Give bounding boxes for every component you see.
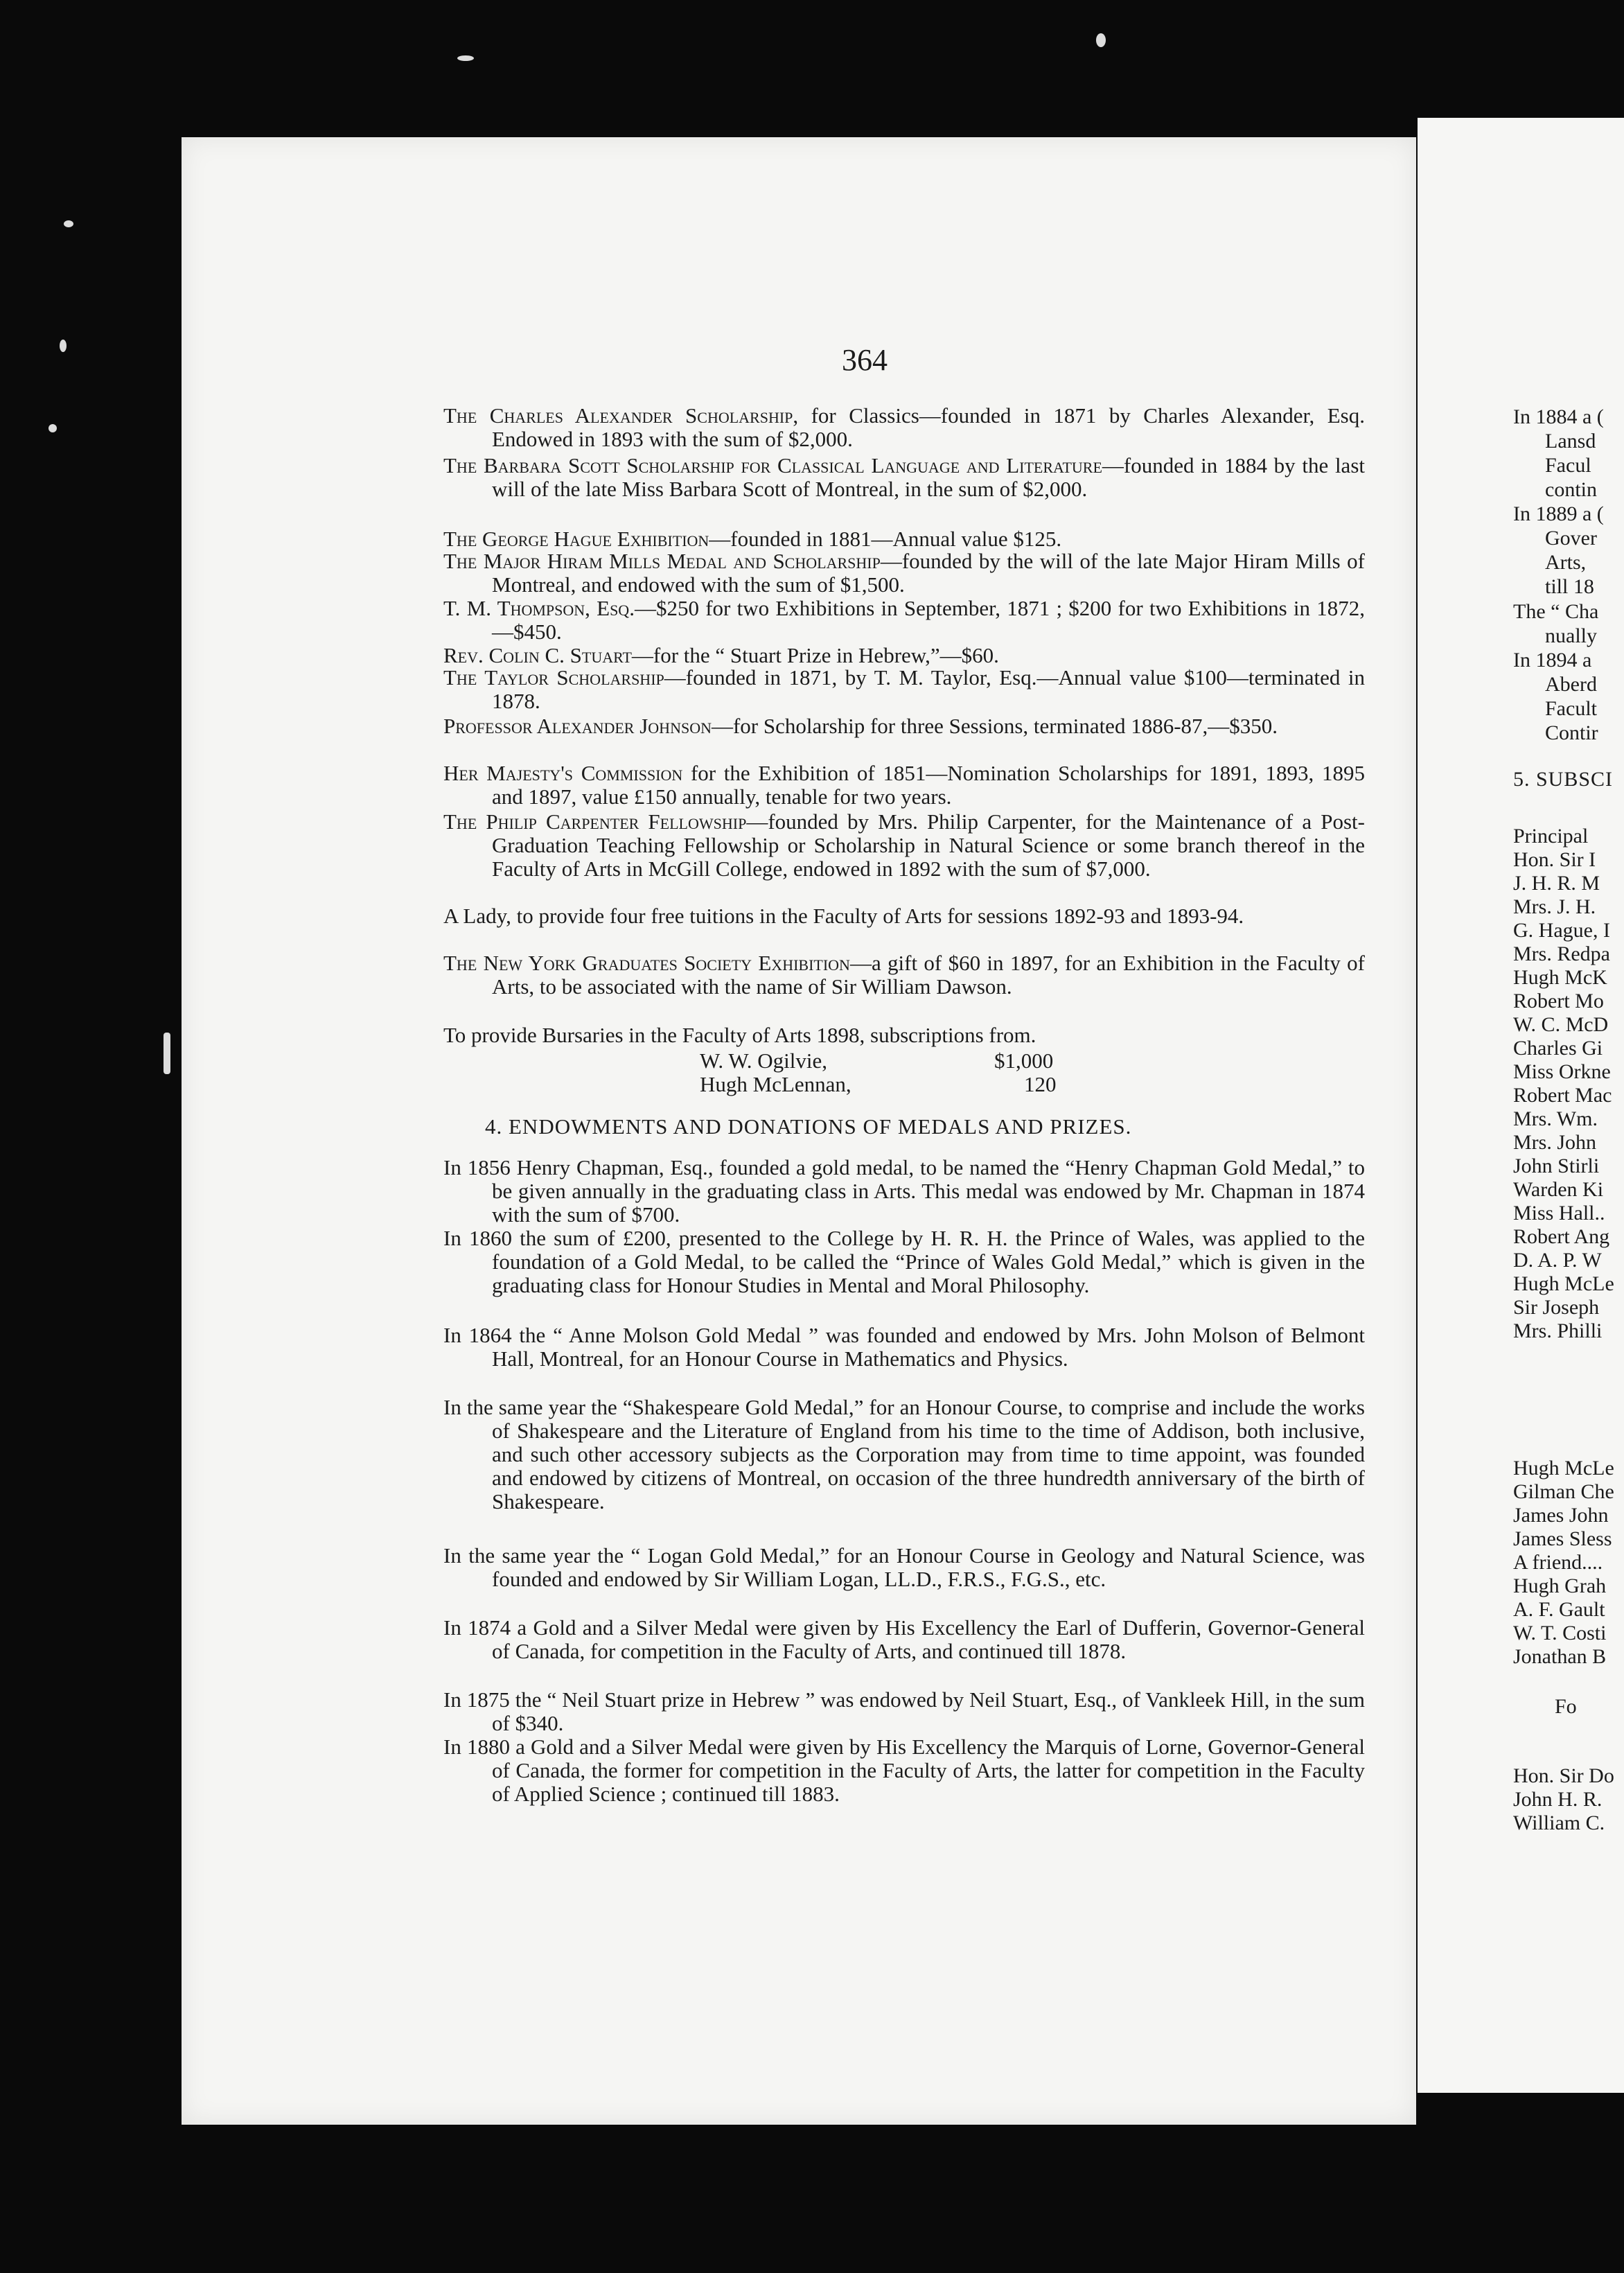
right-page-line: Fo: [1555, 1695, 1577, 1718]
right-page-line: Facult: [1545, 697, 1597, 720]
bursary-amount-ogilvie: $1,000: [994, 1048, 1054, 1073]
medal-entry: In 1864 the “ Anne Molson Gold Medal ” was founded and endowed by Mrs. John Molson of Belmont Hall, Montreal, for an Honour Course in Mathematics and Physics.: [443, 1323, 1365, 1371]
medal-entry: In 1860 the sum of £200, presented to the College by H. R. H. the Prince of Wales, was applied to the foundation of a Gold Medal, to be called the “Prince of Wales Gold Medal,” which is given in the graduating class for Honour Studies in Mental and Moral Philosophy.: [443, 1226, 1365, 1297]
right-page-line: In 1884 a (: [1513, 405, 1604, 428]
right-page-line: William C.: [1513, 1811, 1605, 1834]
right-page-line: 5. SUBSCI: [1513, 768, 1614, 791]
right-page-line: Facul: [1545, 454, 1591, 477]
medal-entry: In 1880 a Gold and a Silver Medal were given by His Excellency the Marquis of Lorne, Governor-General of Canada, the former for competition in the Faculty of Arts, the latter for competition in the Faculty of Applied Science ; continued till 1883.: [443, 1735, 1365, 1806]
entry-hiram-mills: The Major Hiram Mills Medal and Scholarship—founded by the will of the late Major Hiram Mills of Montreal, and endowed with the sum of $1,500.: [443, 549, 1365, 597]
right-page-line: Charles Gi: [1513, 1037, 1603, 1060]
right-page-line: James Sless: [1513, 1527, 1612, 1550]
right-page-line: Gover: [1545, 527, 1597, 550]
medal-entry: In 1874 a Gold and a Silver Medal were given by His Excellency the Earl of Dufferin, Governor-General of Canada, for competition in the Faculty of Arts, and continued till 1878.: [443, 1615, 1365, 1663]
right-page-line: Hon. Sir Do: [1513, 1764, 1614, 1787]
right-page-line: Mrs. Redpa: [1513, 942, 1610, 965]
right-page-line: The “ Cha: [1513, 600, 1599, 623]
right-page-line: Principal: [1513, 825, 1589, 848]
bursary-name-mclennan: Hugh McLennan,: [700, 1072, 851, 1096]
section-heading: 4. ENDOWMENTS AND DONATIONS OF MEDALS AND PRIZES.: [485, 1114, 1132, 1139]
scan-speck: [48, 424, 57, 432]
entry-colin-stuart: Rev. Colin C. Stuart—for the “ Stuart Prize in Hebrew,”—$60.: [443, 643, 999, 667]
right-page-line: Mrs. Wm.: [1513, 1107, 1598, 1130]
entry-charles-alexander: The Charles Alexander Scholarship, for Classics—founded in 1871 by Charles Alexander, Esq. Endowed in 1893 with the sum of $2,000.: [443, 403, 1365, 451]
right-page-line: Miss Hall..: [1513, 1202, 1605, 1225]
right-page-line: James John: [1513, 1504, 1609, 1527]
right-page-line: Lansd: [1545, 430, 1596, 453]
medal-entry: In the same year the “ Logan Gold Medal,” for an Honour Course in Geology and Natural Science, was founded and endowed by Sir William Logan, LL.D., F.R.S., F.G.S., etc.: [443, 1543, 1365, 1591]
right-page-line: Robert Mo: [1513, 990, 1604, 1012]
entry-johnson: Professor Alexander Johnson—for Scholarship for three Sessions, terminated 1886-87,—$350.: [443, 714, 1278, 738]
medal-entry: In 1875 the “ Neil Stuart prize in Hebrew ” was endowed by Neil Stuart, Esq., of Vankleek Hill, in the sum of $340.: [443, 1687, 1365, 1735]
right-page-line: Robert Mac: [1513, 1084, 1612, 1107]
entry-barbara-scott: The Barbara Scott Scholarship for Classical Language and Literature—founded in 1884 by the last will of the late Miss Barbara Scott of Montreal, in the sum of $2,000.: [443, 453, 1365, 501]
medal-entry: In the same year the “Shakespeare Gold Medal,” for an Honour Course, to comprise and include the works of Shakespeare and the Literature of England from his time to the time of Addison, both inclusive, and such other accessory subjects as the Corporation may from time to time appoint, was founded and endowed by citizens of Montreal, on occasion of the three hundredth anniversary of the birth of Shakespeare.: [443, 1395, 1365, 1513]
scan-speck: [164, 1033, 170, 1074]
right-page-line: Hon. Sir I: [1513, 848, 1596, 871]
entry-commission: Her Majesty's Commission for the Exhibition of 1851—Nomination Scholarships for 1891, 1893, 1895 and 1897, value £150 annually, tenable for two years.: [443, 761, 1365, 809]
right-page-line: Sir Joseph: [1513, 1296, 1600, 1319]
entry-thompson: T. M. Thompson, Esq.—$250 for two Exhibitions in September, 1871 ; $200 for two Exhibitions in 1872,—$450.: [443, 596, 1365, 644]
right-page-line: Jonathan B: [1513, 1645, 1607, 1668]
right-page-line: J. H. R. M: [1513, 872, 1600, 895]
right-page-line: Miss Orkne: [1513, 1060, 1611, 1083]
right-page-line: A friend....: [1513, 1551, 1603, 1574]
entry-lady: A Lady, to provide four free tuitions in the Faculty of Arts for sessions 1892-93 and 1893-94.: [443, 904, 1244, 928]
scan-speck: [1096, 33, 1106, 47]
right-page-line: Mrs. John: [1513, 1131, 1597, 1154]
right-page-line: A. F. Gault: [1513, 1598, 1605, 1621]
right-page-line: Gilman Che: [1513, 1480, 1614, 1503]
right-page-line: till 18: [1545, 575, 1594, 598]
right-page-line: Hugh McLe: [1513, 1457, 1614, 1480]
entry-bursaries: To provide Bursaries in the Faculty of Arts 1898, subscriptions from.: [443, 1023, 1036, 1047]
scan-speck: [457, 55, 474, 61]
right-page-line: G. Hague, I: [1513, 919, 1610, 942]
right-page-line: Contir: [1545, 721, 1598, 744]
page-number: 364: [842, 343, 888, 377]
right-page-line: nually: [1545, 624, 1597, 647]
right-page-line: Arts,: [1545, 551, 1587, 574]
right-page-line: D. A. P. W: [1513, 1249, 1602, 1272]
bursary-name-ogilvie: W. W. Ogilvie,: [700, 1048, 828, 1073]
right-page-line: In 1889 a (: [1513, 502, 1604, 525]
right-page-line: contin: [1545, 478, 1597, 501]
right-page-line: Warden Ki: [1513, 1178, 1604, 1201]
entry-george-hague: The George Hague Exhibition—founded in 1881—Annual value $125.: [443, 527, 1062, 551]
right-page-line: Mrs. J. H.: [1513, 895, 1596, 918]
right-page-line: Robert Ang: [1513, 1225, 1610, 1248]
right-page-line: Aberd: [1545, 673, 1597, 696]
right-page-line: John Stirli: [1513, 1155, 1600, 1177]
right-page-line: Hugh Grah: [1513, 1574, 1607, 1597]
entry-taylor: The Taylor Scholarship—founded in 1871, by T. M. Taylor, Esq.—Annual value $100—terminated in 1878.: [443, 665, 1365, 713]
entry-new-york: The New York Graduates Society Exhibition—a gift of $60 in 1897, for an Exhibition in the Faculty of Arts, to be associated with the name of Sir William Dawson.: [443, 951, 1365, 999]
bursary-amount-mclennan: 120: [1024, 1072, 1057, 1096]
entry-carpenter: The Philip Carpenter Fellowship—founded by Mrs. Philip Carpenter, for the Maintenance of a Post-Graduation Teaching Fellowship or Scholarship in Natural Science or some branch thereof in the Faculty of Arts in McGill College, endowed in 1892 with the sum of $7,000.: [443, 809, 1365, 881]
right-page-line: W. T. Costi: [1513, 1622, 1607, 1644]
right-page-line: In 1894 a: [1513, 649, 1592, 672]
right-page-line: W. C. McD: [1513, 1013, 1609, 1036]
scan-speck: [64, 220, 73, 227]
right-page-line: Mrs. Philli: [1513, 1319, 1603, 1342]
right-page-line: Hugh McK: [1513, 966, 1607, 989]
right-page-line: Hugh McLe: [1513, 1272, 1614, 1295]
right-page-line: John H. R.: [1513, 1788, 1603, 1811]
medal-entry: In 1856 Henry Chapman, Esq., founded a gold medal, to be named the “Henry Chapman Gold Medal,” to be given annually in the graduating class in Arts. This medal was endowed by Mr. Chapman in 1874 with the sum of $700.: [443, 1155, 1365, 1227]
scan-speck: [60, 340, 67, 352]
